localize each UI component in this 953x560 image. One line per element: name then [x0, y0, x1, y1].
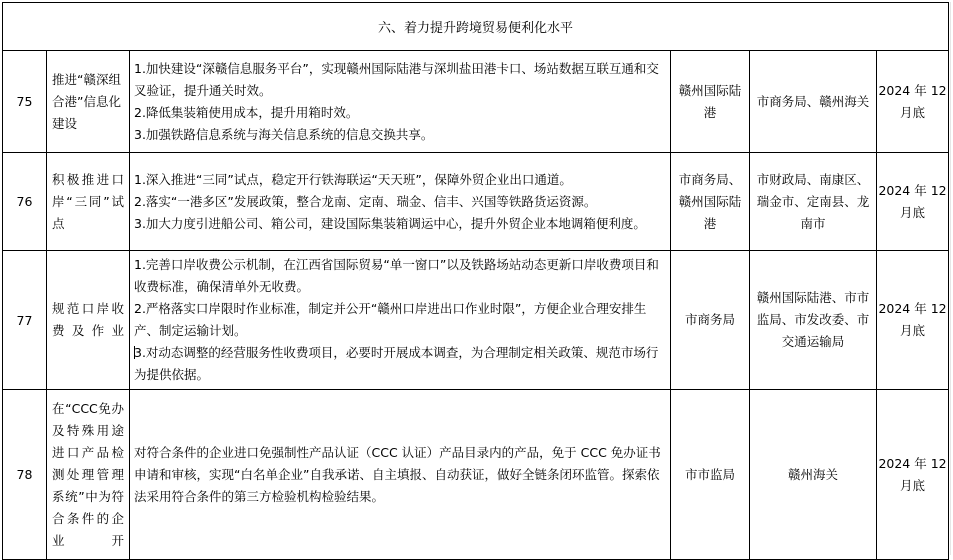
task-measures [130, 390, 671, 560]
measure-item: 3.加大力度引进船公司、箱公司，建设国际集装箱调运中心，提升外贸企业本地调箱便利度。 [134, 215, 646, 231]
task-measures [130, 251, 671, 390]
row-number: 77 [3, 251, 47, 390]
table-row [3, 153, 949, 251]
responsible-units: 赣州国际陆港、市市监局、市发改委、市交通运输局 [750, 251, 877, 390]
lead-unit: 赣州国际陆港 [671, 51, 750, 153]
deadline: 2024 年 12 月底 [877, 251, 949, 390]
measure-item: 1.深入推进“三同”试点，稳定开行铁海联运“天天班”，保障外贸企业出口通道。 [134, 171, 572, 187]
policy-table [2, 2, 949, 560]
lead-unit: 市市监局 [671, 390, 750, 560]
responsible-units: 市商务局、赣州海关 [750, 51, 877, 153]
page-edge [950, 2, 951, 555]
lead-unit: 市商务局、赣州国际陆港 [671, 153, 750, 251]
measure-item: 2.严格落实口岸限时作业标准，制定并公开“赣州口岸进出口作业时限”，方便企业合理安排生产、制定运输计划。 [134, 301, 647, 338]
measure-item: 2.降低集装箱使用成本，提升用箱时效。 [134, 104, 359, 120]
row-number: 75 [3, 51, 47, 153]
measure-item: 3.加强铁路信息系统与海关信息系统的信息交换共享。 [134, 126, 434, 142]
responsible-units: 赣州海关 [750, 390, 877, 560]
measure-item: 1.加快建设“深赣信息服务平台”，实现赣州国际陆港与深圳盐田港卡口、场站数据互联互通和交叉验证，提升通关时效。 [134, 60, 659, 98]
table-row [3, 390, 949, 560]
measure-item: 3.对动态调整的经营服务性收费项目，必要时开展成本调查，为合理制定相关政策、规范市场行为提供依据。 [134, 345, 659, 382]
task-measures [130, 153, 671, 251]
task-name: 积极推进口岸“三同”试点 [47, 153, 130, 251]
task-name: 推进“赣深组合港”信息化建设 [47, 51, 130, 153]
table-row [3, 51, 949, 153]
task-measures [130, 51, 671, 153]
deadline: 2024 年 12 月底 [877, 51, 949, 153]
deadline: 2024 年 12 月底 [877, 390, 949, 560]
table-row [3, 251, 949, 390]
measure-item: 2.落实“一港多区”发展政策，整合龙南、定南、瑞金、信丰、兴国等铁路货运资源。 [134, 193, 597, 209]
row-number: 78 [3, 390, 47, 560]
measure-item: 1.完善口岸收费公示机制，在江西省国际贸易“单一窗口”以及铁路场站动态更新口岸收费项目和收费标准，确保清单外无收费。 [134, 257, 659, 294]
lead-unit: 市商务局 [671, 251, 750, 390]
responsible-units: 市财政局、南康区、瑞金市、定南县、龙南市 [750, 153, 877, 251]
row-number: 76 [3, 153, 47, 251]
task-name: 在“CCC免办及特殊用途进口产品检测处理管理系统”中为符合条件的企业开 [47, 390, 130, 560]
task-name: 规范口岸收费及作业 [47, 251, 130, 390]
section-title: 六、着力提升跨境贸易便利化水平 [3, 3, 949, 51]
measure-item: 对符合条件的企业进口免强制性产品认证（CCC 认证）产品目录内的产品，免于 CCC 免办证书申请和审核，实现“白名单企业”自我承诺、自主填报、自动获证，做好全链条闭环监管。探索依法采用符合条件的第三方检验机构检验结果。 [134, 444, 661, 504]
deadline: 2024 年 12 月底 [877, 153, 949, 251]
section-header-row [3, 3, 949, 51]
